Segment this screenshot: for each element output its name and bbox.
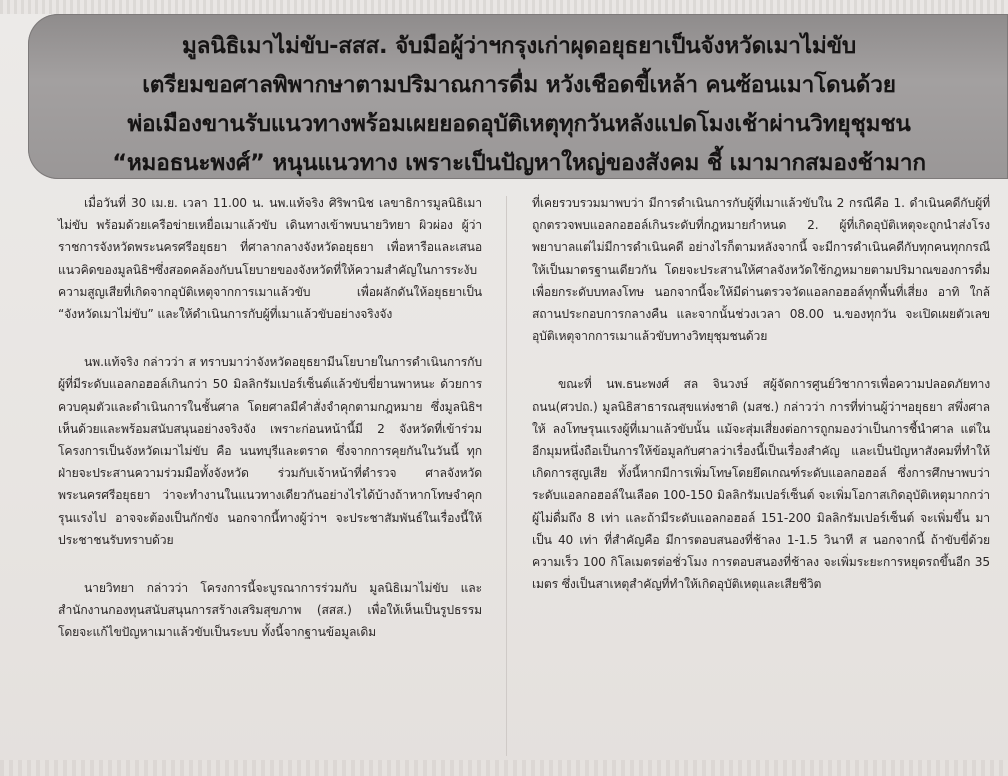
top-edge-bleed <box>0 0 1008 14</box>
column-divider <box>506 196 507 756</box>
headline-line-3: พ่อเมืองขานรับแนวทางพร้อมเผยยอดอุบัติเหตุทุกวันหลังแปดโมงเช้าผ่านวิทยุชุมชน <box>127 111 911 137</box>
article-paragraph: นายวิทยา กล่าวว่า โครงการนี้จะบูรณาการร่วมกับ มูลนิธิเมาไม่ขับ และสำนักงานกองทุนสนับสนุนการสร้างเสริมสุขภาพ (สสส.) เพื่อให้เห็นเป็นรูปธรรม โดยจะแก้ไขปัญหาเมาแล้วขับเป็นระบบ ทั้งนี้จากฐานข้อมูลเดิม <box>58 581 482 640</box>
article-column-right <box>532 192 990 595</box>
bottom-edge-bleed <box>0 760 1008 776</box>
headline <box>44 27 994 183</box>
article-paragraph: ที่เคยรวบรวมมาพบว่า มีการดำเนินการกับผู้ที่เมาแล้วขับใน 2 กรณีคือ 1. ดำเนินคดีกับผู้ที่ถูกตรวจพบแอลกอฮอล์เกินระดับที่กฎหมายกำหนด 2. ผู้ที่เกิดอุบัติเหตุจะถูกนำส่งโรงพยาบาลแต่ไม่มีการดำเนินคดี อย่างไรก็ตามหลังจากนี้ จะมีการดำเนินคดีกับทุกคนทุกกรณีให้เป็นมาตรฐานเดียวกัน โดยจะประสานให้ศาลจังหวัดใช้กฎหมายตามปริมาณของการดื่มเพื่อยกระดับบทลงโทษ นอกจากนี้จะให้มีด่านตรวจวัดแอลกอฮอล์ทุกพื้นที่เสี่ยง อาทิ ใกล้สถานประกอบการกลางคืน และจากนั้นช่วงเวลา 08.00 น.ของทุกวัน จะเปิดเผยตัวเลขอุบัติเหตุจากการเมาแล้วขับทางวิทยุชุมชนด้วย <box>532 196 990 344</box>
article-paragraph: นพ.แท้จริง กล่าวว่า ส ทราบมาว่าจังหวัดอยุธยามีนโยบายในการดำเนินการกับผู้ที่มีระดับแอลกอฮอล์เกินกว่า 50 มิลลิกรัมเปอร์เซ็นต์แล้วขับขี่ยานพาหนะ ด้วยการควบคุมตัวและดำเนินการในชั้นศาล โดยศาลมีคำสั่งจำคุกตามกฎหมาย ซึ่งมูลนิธิฯ เห็นด้วยและพร้อมสนับสนุนอย่างจริงจัง เพราะก่อนหน้านี้มี 2 จังหวัดที่เข้าร่วมโครงการเป็นจังหวัดเมาไม่ขับ คือ นนทบุรีและตราด ซึ่งจากการคุยกันในวันนี้ ทุกฝ่ายจะประสานความร่วมมือทั้งจังหวัด ร่วมกับเจ้าหน้าที่ตำรวจ ศาลจังหวัดพระนครศรีอยุธยา ว่าจะทำงานในแนวทางเดียวกันอย่างไรได้บ้างถ้าหากโทษจำคุกรุนแรงไป อาจจะต้องเป็นกักขัง นอกจากนี้ทางผู้ว่าฯ จะประชาสัมพันธ์ในเรื่องนี้ให้ประชาชนรับทราบด้วย <box>58 355 482 547</box>
headline-line-1: มูลนิธิเมาไม่ขับ-สสส. จับมือผู้ว่าฯกรุงเก่าผุดอยุธยาเป็นจังหวัดเมาไม่ขับ <box>181 33 856 59</box>
headline-line-2: เตรียมขอศาลพิพากษาตามปริมาณการดื่ม หวังเชือดขี้เหล้า คนซ้อนเมาโดนด้วย <box>142 72 896 98</box>
article-paragraph: เมื่อวันที่ 30 เม.ย. เวลา 11.00 น. นพ.แท้จริง ศิริพานิช เลขาธิการมูลนิธิเมาไม่ขับ พร้อมด้วยเครือข่ายเหยื่อเมาแล้วขับ เดินทางเข้าพบนายวิทยา ผิวผ่อง ผู้ว่าราชการจังหวัดพระนครศรีอยุธยา ที่ศาลากลางจังหวัดอยุธยา เพื่อหารือและเสนอแนวคิดของมูลนิธิฯซึ่งสอดคล้องกับนโยบายของจังหวัดที่ให้ความสำคัญในการระงับความสูญเสียที่เกิดจากอุบัติเหตุจากการเมาแล้วขับ เพื่อผลักดันให้อยุธยาเป็น “จังหวัดเมาไม่ขับ” และให้ดำเนินการกับผู้ที่เมาแล้วขับอย่างจริงจัง <box>58 196 482 322</box>
headline-line-4: “หมอธนะพงศ์” หนุนแนวทาง เพราะเป็นปัญหาใหญ่ของสังคม ชี้ เมามากสมองช้ามาก <box>112 150 926 176</box>
article-column-left <box>58 192 482 644</box>
article-paragraph: ขณะที่ นพ.ธนะพงศ์ สล จินวงษ์ สผู้จัดการศูนย์วิชาการเพื่อความปลอดภัยทางถนน(ศวปถ.) มูลนิธิสาธารณสุขแห่งชาติ (มสช.) กล่าวว่า การที่ท่านผู้ว่าฯอยุธยา สพึ่งศาลให้ ลงโทษรุนแรงผู้ที่เมาแล้วขับนั้น แม้จะสุ่มเสี่ยงต่อการถูกมองว่าเป็นการชี้นำศาล แต่ในอีกมุมหนึ่งถือเป็นการให้ข้อมูลกับศาลว่าเรื่องนี้เป็นเรื่องสำคัญ และเป็นปัญหาสังคมที่ทำให้เกิดการสูญเสีย ทั้งนี้หากมีการเพิ่มโทษโดยยึดเกณฑ์ระดับแอลกอฮอล์ ซึ่งการศึกษาพบว่าระดับแอลกอฮอล์ในเลือด 100-150 มิลลิกรัมเปอร์เซ็นต์ จะเพิ่มโอกาสเกิดอุบัติเหตุมากกว่าผู้ไม่ดื่มถึง 8 เท่า และถ้ามีระดับแอลกอฮอล์ 151-200 มิลลิกรัมเปอร์เซ็นต์ จะเพิ่มขึ้น มาเป็น 40 เท่า ที่สำคัญคือ มีการตอบสนองที่ช้าลง 1-1.5 วินาที ส นอกจากนี้ ถ้าขับขี่ด้วยความเร็ว 100 กิโลเมตรต่อชั่วโมง การตอบสนองที่ช้าลง จะเพิ่มระยะการหยุดรถขึ้นอีก 35 เมตร ซึ่งเป็นสาเหตุสำคัญที่ทำให้เกิดอุบัติเหตุและเสียชีวิต <box>532 377 990 592</box>
